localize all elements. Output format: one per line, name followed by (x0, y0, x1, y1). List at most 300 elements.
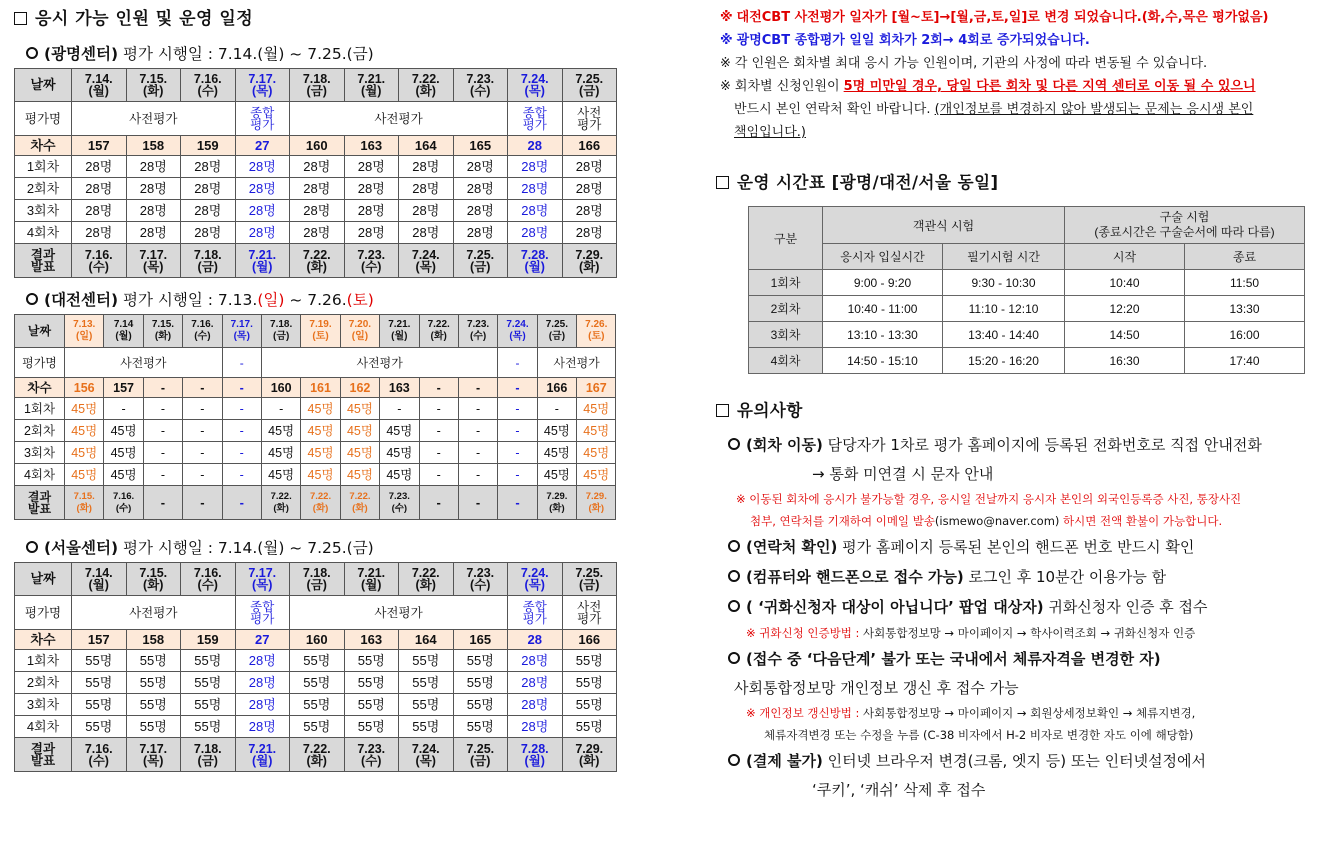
notice-daejeon-change: ※ 대전CBT 사전평가 일자가 [월~토]→[월,금,토,일]로 변경 되었습니다.(화,수,목은 평가없음) (720, 10, 1269, 25)
capacity-cell: 45명 (104, 442, 143, 464)
capacity-cell: 55명 (344, 672, 399, 694)
caution-refund-note1: ※ 이동된 회차에 응시가 불가능할 경우, 응시일 전날까지 응시자 본인의 외국인등록증 사진, 통장사진 (736, 492, 1242, 506)
caution-round-move: (회차 이동) 담당자가 1차로 평가 홈페이지에 등록된 전화번호로 직접 안내전화 (716, 430, 1324, 460)
capacity-cell: 55명 (72, 694, 127, 716)
eval-pre: 사전평가 (65, 348, 223, 378)
result-cell: 7.18. (금) (181, 244, 236, 278)
capacity-cell: 55명 (453, 650, 508, 672)
tt-oral-end: 16:00 (1185, 322, 1305, 348)
round-cell: 160 (290, 136, 345, 156)
capacity-cell: 28명 (344, 200, 399, 222)
capacity-cell: 55명 (126, 694, 181, 716)
circle-bullet-icon (728, 754, 740, 766)
eval-none: - (498, 348, 537, 378)
capacity-cell: 55명 (399, 694, 454, 716)
slot-label: 1회차 (15, 398, 65, 420)
slot-label: 4회차 (15, 716, 72, 738)
result-cell: 7.17. (목) (126, 244, 181, 278)
round-cell: 157 (72, 136, 127, 156)
tt-written-time: 13:40 - 14:40 (943, 322, 1065, 348)
capacity-cell: 28명 (181, 156, 236, 178)
capacity-cell: 28명 (399, 200, 454, 222)
result-cell: 7.29. (화) (562, 738, 617, 772)
capacity-cell: 55명 (453, 694, 508, 716)
result-cell: 7.22. (화) (261, 486, 300, 520)
caution-naturalization-note: ※ 귀화신청 인증방법 : 사회통합정보망 → 마이페이지 → 학사이력조회 → 귀화신청자 인증 (746, 626, 1196, 640)
capacity-cell: 28명 (453, 200, 508, 222)
result-cell: 7.23. (수) (344, 244, 399, 278)
capacity-cell: 55명 (453, 672, 508, 694)
eval-comprehensive: 종합 평가 (235, 596, 290, 630)
seoul-heading: (서울센터) 평가 시행일 : 7.14.(월) ~ 7.25.(금) (14, 534, 620, 562)
caution-next-step-sub: 사회통합정보망 개인정보 갱신 후 접수 가능 (734, 679, 1019, 697)
date-cell: 7.14. (월) (72, 69, 127, 102)
result-cell: 7.29. (화) (562, 244, 617, 278)
caution-device: (컴퓨터와 핸드폰으로 접수 가능) 로그인 후 10분간 이용가능 함 (716, 562, 1324, 592)
capacity-cell: 45명 (261, 420, 300, 442)
capacity-cell: 28명 (562, 222, 617, 244)
capacity-cell: - (498, 398, 537, 420)
tt-written-time: 9:30 - 10:30 (943, 270, 1065, 296)
capacity-cell: 28명 (508, 672, 563, 694)
result-cell: 7.17. (목) (126, 738, 181, 772)
date-cell: 7.21. (월) (380, 315, 419, 348)
result-cell: 7.28. (월) (508, 244, 563, 278)
caution-refund-note2: 첨부, 연락처를 기재하여 이메일 발송(ismewo@naver.com) 하시면 전액 환불이 가능합니다. (750, 514, 1223, 528)
date-cell: 7.20. (일) (340, 315, 379, 348)
result-cell: 7.16. (수) (72, 738, 127, 772)
capacity-cell: 55명 (344, 716, 399, 738)
date-cell: 7.25. (금) (562, 69, 617, 102)
tt-oral-start: 16:30 (1065, 348, 1185, 374)
slot-label: 2회차 (15, 420, 65, 442)
capacity-cell: - (183, 442, 222, 464)
capacity-cell: 28명 (508, 200, 563, 222)
eval-header-label: 평가명 (15, 348, 65, 378)
date-cell: 7.22. (화) (419, 315, 458, 348)
round-header-label: 차수 (15, 630, 72, 650)
round-cell: 158 (126, 630, 181, 650)
caution-update-note1: ※ 개인정보 갱신방법 : 사회통합정보망 → 마이페이지 → 회원상세정보확인 → 체류지변경, (746, 706, 1196, 720)
round-cell: 27 (235, 136, 290, 156)
tt-start: 시작 (1065, 244, 1185, 270)
capacity-cell: 28명 (72, 222, 127, 244)
capacity-cell: - (143, 464, 182, 486)
capacity-cell: 55명 (290, 716, 345, 738)
capacity-cell: 28명 (126, 200, 181, 222)
tt-round-label: 3회차 (749, 322, 823, 348)
result-cell: 7.25. (금) (453, 244, 508, 278)
tt-round-label: 1회차 (749, 270, 823, 296)
round-cell: 161 (301, 378, 340, 398)
round-cell: 27 (235, 630, 290, 650)
result-header-label: 결과 발표 (15, 244, 72, 278)
schedule-heading: 응시 가능 인원 및 운영 일정 (14, 6, 620, 32)
capacity-cell: 55명 (181, 672, 236, 694)
eval-pre: 사전평가 (290, 596, 508, 630)
caution-list (716, 430, 1324, 804)
result-cell: - (222, 486, 261, 520)
capacity-cell: 55명 (399, 672, 454, 694)
caution-contact: (연락처 확인) 평가 홈페이지 등록된 본인의 핸드폰 번호 반드시 확인 (716, 532, 1324, 562)
circle-bullet-icon (728, 600, 740, 612)
result-cell: 7.22. (화) (290, 244, 345, 278)
capacity-cell: 55명 (181, 694, 236, 716)
capacity-cell: 45명 (577, 420, 616, 442)
eval-pre: 사전평가 (537, 348, 616, 378)
caution-payment: (결제 불가) 인터넷 브라우저 변경(크롬, 엣지 등) 또는 인터넷설정에서 (716, 746, 1324, 776)
round-header-label: 차수 (15, 136, 72, 156)
gwangmyeong-heading: (광명센터) 평가 시행일 : 7.14.(월) ~ 7.25.(금) (14, 40, 620, 68)
capacity-cell: 45명 (577, 398, 616, 420)
tt-oral-start: 12:20 (1065, 296, 1185, 322)
eval-comprehensive: 종합 평가 (508, 596, 563, 630)
tt-enter-time: 10:40 - 11:00 (823, 296, 943, 322)
capacity-cell: 28명 (72, 200, 127, 222)
notice-gwangmyeong-increase: ※ 광명CBT 종합평가 일일 회차가 2회→ 4회로 증가되었습니다. (720, 33, 1090, 48)
capacity-cell: 55명 (72, 672, 127, 694)
slot-label: 2회차 (15, 672, 72, 694)
eval-pre: 사전 평가 (562, 102, 617, 136)
capacity-cell: - (537, 398, 576, 420)
date-cell: 7.17. (목) (235, 69, 290, 102)
tt-oral-end: 11:50 (1185, 270, 1305, 296)
caution-payment-sub: ‘쿠키’, ‘캐쉬’ 삭제 후 접수 (812, 781, 986, 799)
capacity-cell: 55명 (181, 716, 236, 738)
capacity-cell: 28명 (72, 156, 127, 178)
date-cell: 7.13. (일) (65, 315, 104, 348)
result-header-label: 결과 발표 (15, 738, 72, 772)
date-cell: 7.24. (목) (498, 315, 537, 348)
date-cell: 7.14. (월) (72, 563, 127, 596)
slot-label: 2회차 (15, 178, 72, 200)
date-cell: 7.14 (월) (104, 315, 143, 348)
date-cell: 7.16. (수) (181, 69, 236, 102)
date-cell: 7.24. (목) (508, 69, 563, 102)
capacity-cell: 45명 (380, 420, 419, 442)
date-cell: 7.23. (수) (458, 315, 497, 348)
capacity-cell: 28명 (453, 222, 508, 244)
round-cell: 157 (104, 378, 143, 398)
result-cell: 7.22. (화) (340, 486, 379, 520)
date-cell: 7.22. (화) (399, 563, 454, 596)
result-cell: 7.24. (목) (399, 738, 454, 772)
capacity-cell: 28명 (181, 200, 236, 222)
capacity-cell: 45명 (380, 464, 419, 486)
round-cell: 159 (181, 136, 236, 156)
result-cell: 7.29. (화) (537, 486, 576, 520)
capacity-cell: 28명 (126, 178, 181, 200)
capacity-cell: 28명 (290, 200, 345, 222)
notice-minimum: ※ 회차별 신청인원이 5명 미만일 경우, 당일 다른 회차 및 다른 지역 센터로 이동 될 수 있으니 (720, 79, 1256, 94)
capacity-cell: 28명 (453, 156, 508, 178)
capacity-cell: - (458, 398, 497, 420)
capacity-cell: 28명 (290, 156, 345, 178)
capacity-cell: 28명 (344, 178, 399, 200)
eval-comprehensive: 종합 평가 (235, 102, 290, 136)
capacity-cell: 55명 (453, 716, 508, 738)
date-header-label: 날짜 (15, 315, 65, 348)
capacity-cell: 45명 (261, 464, 300, 486)
capacity-cell: 55명 (290, 694, 345, 716)
caution-update-note2: 체류자격변경 또는 수정을 누름 (C-38 비자에서 H-2 비자로 변경한 자도 이에 해당함) (764, 728, 1194, 742)
capacity-cell: - (183, 464, 222, 486)
circle-bullet-icon (26, 47, 38, 59)
capacity-cell: 45명 (65, 420, 104, 442)
tt-gubun: 구분 (749, 207, 823, 270)
capacity-cell: 28명 (235, 716, 290, 738)
capacity-cell: 28명 (508, 156, 563, 178)
capacity-cell: - (183, 420, 222, 442)
capacity-cell: - (143, 420, 182, 442)
capacity-cell: 28명 (235, 672, 290, 694)
capacity-cell: 55명 (562, 716, 617, 738)
date-cell: 7.18. (금) (261, 315, 300, 348)
date-cell: 7.18. (금) (290, 69, 345, 102)
slot-label: 4회차 (15, 464, 65, 486)
capacity-cell: 55명 (399, 650, 454, 672)
result-cell: 7.16. (수) (104, 486, 143, 520)
capacity-cell: 45명 (301, 442, 340, 464)
result-cell: 7.25. (금) (453, 738, 508, 772)
round-cell: - (498, 378, 537, 398)
round-cell: - (143, 378, 182, 398)
tt-oral-end: 17:40 (1185, 348, 1305, 374)
slot-label: 1회차 (15, 156, 72, 178)
slot-label: 4회차 (15, 222, 72, 244)
capacity-cell: 28명 (290, 222, 345, 244)
round-cell: 164 (399, 630, 454, 650)
capacity-cell: - (380, 398, 419, 420)
capacity-cell: 45명 (65, 442, 104, 464)
capacity-cell: - (222, 420, 261, 442)
capacity-cell: 55명 (290, 672, 345, 694)
eval-header-label: 평가명 (15, 102, 72, 136)
date-cell: 7.24. (목) (508, 563, 563, 596)
capacity-cell: - (458, 420, 497, 442)
capacity-cell: 55명 (562, 694, 617, 716)
capacity-cell: 28명 (508, 222, 563, 244)
eval-pre: 사전평가 (261, 348, 497, 378)
capacity-cell: 28명 (508, 716, 563, 738)
capacity-cell: 45명 (340, 398, 379, 420)
eval-pre: 사전평가 (72, 102, 236, 136)
slot-label: 3회차 (15, 442, 65, 464)
left-column (14, 6, 620, 772)
round-cell: - (419, 378, 458, 398)
result-cell: - (498, 486, 537, 520)
timetable-heading: 운영 시간표 [광명/대전/서울 동일] (716, 170, 1324, 196)
capacity-cell: 55명 (181, 650, 236, 672)
capacity-cell: 45명 (301, 398, 340, 420)
tt-round-label: 4회차 (749, 348, 823, 374)
capacity-cell: - (419, 420, 458, 442)
capacity-cell: 55명 (344, 694, 399, 716)
caution-heading: 유의사항 (716, 398, 1324, 424)
round-cell: 160 (261, 378, 300, 398)
capacity-cell: 28명 (181, 222, 236, 244)
round-cell: - (183, 378, 222, 398)
result-cell: 7.22. (화) (290, 738, 345, 772)
round-cell: - (222, 378, 261, 398)
capacity-cell: 55명 (562, 672, 617, 694)
round-cell: 165 (453, 630, 508, 650)
capacity-cell: 28명 (453, 178, 508, 200)
round-cell: 162 (340, 378, 379, 398)
eval-comprehensive: 종합 평가 (508, 102, 563, 136)
round-cell: 166 (562, 136, 617, 156)
round-cell: 163 (344, 136, 399, 156)
capacity-cell: 55명 (344, 650, 399, 672)
result-cell: 7.18. (금) (181, 738, 236, 772)
capacity-cell: 45명 (104, 420, 143, 442)
tt-round-label: 2회차 (749, 296, 823, 322)
capacity-cell: 45명 (380, 442, 419, 464)
capacity-cell: 45명 (340, 464, 379, 486)
round-cell: 163 (344, 630, 399, 650)
capacity-cell: 28명 (562, 178, 617, 200)
capacity-cell: 55명 (399, 716, 454, 738)
date-cell: 7.21. (월) (344, 563, 399, 596)
capacity-cell: 28명 (562, 156, 617, 178)
capacity-cell: 28명 (399, 178, 454, 200)
result-cell: 7.21. (월) (235, 738, 290, 772)
date-header-label: 날짜 (15, 69, 72, 102)
result-header-label: 결과 발표 (15, 486, 65, 520)
capacity-cell: 28명 (235, 694, 290, 716)
capacity-cell: 45명 (537, 442, 576, 464)
capacity-cell: 28명 (508, 650, 563, 672)
capacity-cell: 45명 (65, 398, 104, 420)
tt-oral-start: 10:40 (1065, 270, 1185, 296)
result-cell: - (143, 486, 182, 520)
caution-naturalization: ( ‘귀화신청자 대상이 아닙니다’ 팝업 대상자) 귀화신청자 인증 후 접수 (716, 592, 1324, 622)
date-cell: 7.23. (수) (453, 563, 508, 596)
notice-minimum-line3: 책임입니다.) (734, 125, 806, 140)
capacity-cell: - (222, 464, 261, 486)
round-header-label: 차수 (15, 378, 65, 398)
result-cell: - (183, 486, 222, 520)
round-cell: - (458, 378, 497, 398)
circle-bullet-icon (728, 570, 740, 582)
tt-oral: 구술 시험 (종료시간은 구술순서에 따라 다름) (1065, 207, 1305, 244)
capacity-cell: 28명 (290, 178, 345, 200)
capacity-cell: - (419, 442, 458, 464)
capacity-cell: 45명 (301, 420, 340, 442)
capacity-cell: 28명 (72, 178, 127, 200)
capacity-cell: 28명 (344, 156, 399, 178)
date-header-label: 날짜 (15, 563, 72, 596)
round-cell: 156 (65, 378, 104, 398)
tt-oral-start: 14:50 (1065, 322, 1185, 348)
capacity-cell: 28명 (399, 222, 454, 244)
capacity-cell: 28명 (562, 200, 617, 222)
capacity-cell: - (143, 398, 182, 420)
tt-oral-end: 13:30 (1185, 296, 1305, 322)
date-cell: 7.18. (금) (290, 563, 345, 596)
result-cell: 7.16. (수) (72, 244, 127, 278)
capacity-cell: 45명 (577, 464, 616, 486)
capacity-cell: - (498, 442, 537, 464)
date-cell: 7.15. (화) (126, 563, 181, 596)
capacity-cell: - (419, 398, 458, 420)
timetable-table (748, 206, 1305, 374)
round-cell: 165 (453, 136, 508, 156)
capacity-cell: - (261, 398, 300, 420)
square-bullet-icon (716, 404, 729, 417)
circle-bullet-icon (728, 652, 740, 664)
date-cell: 7.17. (목) (235, 563, 290, 596)
tt-write-time: 필기시험 시간 (943, 244, 1065, 270)
notice-minimum-line2: 반드시 본인 연락처 확인 바랍니다. (개인정보를 변경하지 않아 발생되는 문제는 응시생 본인 (734, 102, 1254, 117)
capacity-cell: - (458, 464, 497, 486)
eval-header-label: 평가명 (15, 596, 72, 630)
result-cell: 7.23. (수) (380, 486, 419, 520)
capacity-cell: - (222, 398, 261, 420)
result-cell: - (458, 486, 497, 520)
date-cell: 7.25. (금) (537, 315, 576, 348)
eval-none: - (222, 348, 261, 378)
circle-bullet-icon (728, 438, 740, 450)
round-cell: 160 (290, 630, 345, 650)
result-cell: 7.28. (월) (508, 738, 563, 772)
round-cell: 167 (577, 378, 616, 398)
capacity-cell: 28명 (235, 222, 290, 244)
circle-bullet-icon (728, 540, 740, 552)
circle-bullet-icon (26, 293, 38, 305)
result-cell: 7.29. (화) (577, 486, 616, 520)
tt-enter-time: 9:00 - 9:20 (823, 270, 943, 296)
capacity-cell: 28명 (126, 222, 181, 244)
date-cell: 7.15. (화) (143, 315, 182, 348)
circle-bullet-icon (26, 541, 38, 553)
capacity-cell: - (104, 398, 143, 420)
capacity-cell: 45명 (577, 442, 616, 464)
date-cell: 7.26. (토) (577, 315, 616, 348)
capacity-cell: 55명 (72, 716, 127, 738)
capacity-cell: 28명 (344, 222, 399, 244)
capacity-cell: 45명 (537, 420, 576, 442)
capacity-cell: 28명 (399, 156, 454, 178)
capacity-cell: 55명 (72, 650, 127, 672)
result-cell: 7.21. (월) (235, 244, 290, 278)
capacity-cell: - (498, 420, 537, 442)
capacity-cell: - (183, 398, 222, 420)
capacity-cell: 45명 (301, 464, 340, 486)
capacity-cell: 55명 (562, 650, 617, 672)
square-bullet-icon (716, 176, 729, 189)
eval-pre: 사전 평가 (562, 596, 617, 630)
result-cell: 7.24. (목) (399, 244, 454, 278)
capacity-cell: 55명 (126, 672, 181, 694)
round-cell: 158 (126, 136, 181, 156)
capacity-cell: - (458, 442, 497, 464)
capacity-cell: 45명 (104, 464, 143, 486)
round-cell: 28 (508, 630, 563, 650)
result-cell: 7.22. (화) (301, 486, 340, 520)
date-cell: 7.15. (화) (126, 69, 181, 102)
slot-label: 3회차 (15, 200, 72, 222)
capacity-cell: 55명 (126, 650, 181, 672)
capacity-cell: 55명 (126, 716, 181, 738)
square-bullet-icon (14, 12, 27, 25)
daejeon-heading: (대전센터) 평가 시행일 : 7.13.(일) ~ 7.26.(토) (14, 286, 620, 314)
capacity-cell: 28명 (508, 178, 563, 200)
capacity-cell: 28명 (181, 178, 236, 200)
capacity-cell: - (419, 464, 458, 486)
round-cell: 164 (399, 136, 454, 156)
capacity-cell: 28명 (235, 650, 290, 672)
